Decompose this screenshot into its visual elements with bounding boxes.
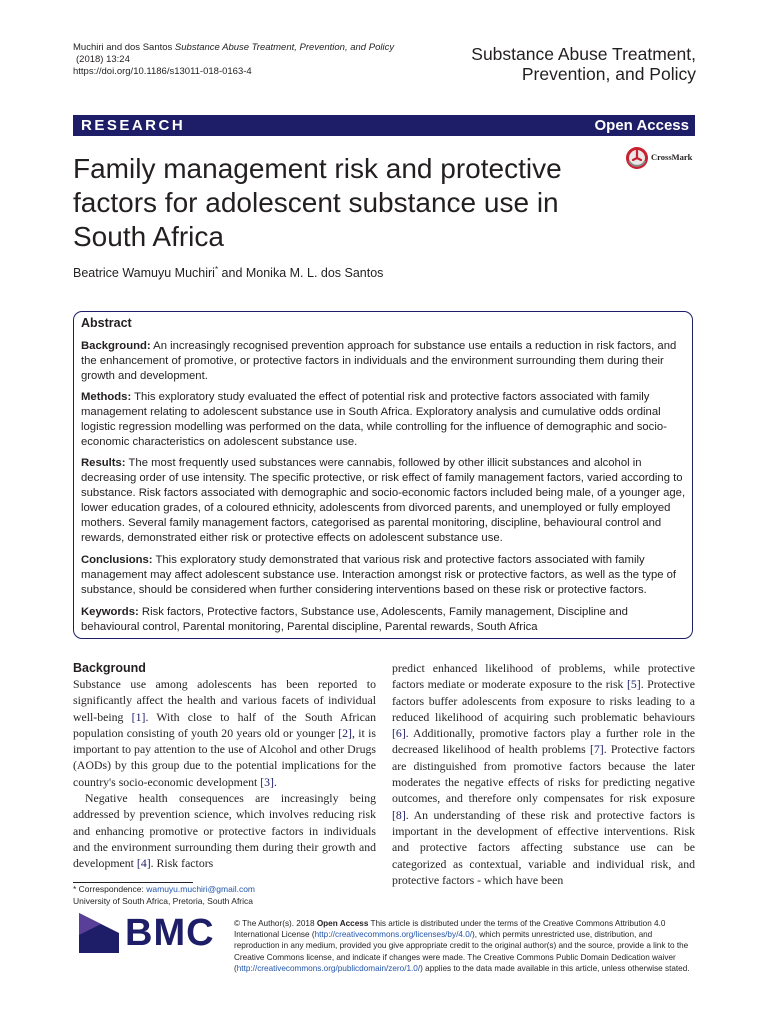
citation-year-volume: (2018) 13:24 bbox=[76, 54, 130, 65]
bmc-logo-text: BMC bbox=[125, 912, 215, 954]
license-text: This article is distributed under the terms of the Creative Commons Attribution 4.0 International License ( bbox=[234, 919, 666, 940]
body-text: . Protective factors are distinguished from promotive factors because the later moderates the negative effects of risks for predicting negative outcomes, and therefore only compensates for risk exposure bbox=[392, 742, 695, 806]
abstract-results-label: Results: bbox=[81, 457, 126, 469]
body-text: Negative health consequences are increasingly being addressed by prevention science, which involves reducing risk and enhancing promotive or protective factors in individuals and the environment surrounding them during their growth and development bbox=[73, 791, 376, 871]
license-text: ) applies to the data made available in this article, unless otherwise stated. bbox=[420, 963, 690, 973]
body-column-left bbox=[73, 676, 376, 872]
body-paragraph-3 bbox=[392, 660, 695, 888]
bmc-logo bbox=[79, 913, 219, 955]
author-list bbox=[73, 265, 383, 280]
license-link-cc-by[interactable]: http://creativecommons.org/licenses/by/4.0/ bbox=[314, 930, 473, 940]
article-type-banner bbox=[73, 115, 695, 136]
correspondence-label: * Correspondence: bbox=[73, 884, 147, 894]
body-text: . Additionally, promotive factors play a further role in the decreased likelihood of health problems bbox=[392, 726, 695, 757]
abstract-methods bbox=[81, 390, 687, 450]
correspondence-note bbox=[73, 884, 255, 895]
article-title: Family management risk and protective factors for adolescent substance use in South Africa bbox=[73, 153, 562, 252]
body-column-right bbox=[392, 660, 695, 888]
crossmark-icon bbox=[625, 146, 649, 170]
reference-link-4[interactable]: [4] bbox=[136, 856, 151, 871]
citation-block bbox=[73, 42, 394, 78]
license-link-cc0[interactable]: http://creativecommons.org/publicdomain/zero/1.0/ bbox=[236, 963, 421, 973]
license-open-access: Open Access bbox=[316, 919, 369, 928]
body-text: . Protective factors buffer adolescents from exposure to risks leading to a reduced likelihood of acquiring such problematic behaviours bbox=[392, 677, 695, 724]
body-text: . Risk factors bbox=[150, 856, 214, 871]
license-statement bbox=[234, 918, 694, 974]
journal-name bbox=[471, 44, 696, 84]
citation-authors: Muchiri and dos Santos bbox=[73, 42, 173, 53]
body-paragraph-2 bbox=[73, 790, 376, 871]
journal-name-line-1: Substance Abuse Treatment, bbox=[471, 44, 696, 64]
abstract-background-label: Background: bbox=[81, 340, 151, 352]
abstract-heading: Abstract bbox=[81, 316, 132, 330]
section-heading-background: Background bbox=[73, 661, 146, 675]
crossmark-badge[interactable] bbox=[625, 146, 705, 172]
author-affiliation: University of South Africa, Pretoria, South Africa bbox=[73, 896, 253, 906]
abstract-keywords bbox=[81, 605, 687, 635]
body-text: , it is important to pay attention to the use of Alcohol and other Drugs (AODs) by this group due to the potential implications for the country's socio-economic development bbox=[73, 725, 376, 789]
open-access-label: Open Access bbox=[594, 117, 689, 134]
citation-journal: Substance Abuse Treatment, Prevention, and Policy bbox=[174, 42, 395, 53]
crossmark-label: CrossMark bbox=[651, 152, 693, 162]
body-text: Substance use among adolescents has been reported to significantly affect the health and various facets of individual well-being bbox=[73, 677, 376, 724]
citation-doi[interactable]: https://doi.org/10.1186/s13011-018-0163-4 bbox=[73, 66, 252, 77]
reference-link-5[interactable]: [5] bbox=[626, 677, 641, 692]
abstract-conclusions-text: This exploratory study demonstrated that various risk and protective factors associated with family management may affect adolescent substance use. Interaction amongst risk or protective factors, as well as the type of substance, should be considered when further considering interventions based on these risk or protective factors. bbox=[81, 554, 677, 596]
abstract-background-text: An increasingly recognised prevention approach for substance use entails a reduction in risk factors, and the enhancement of promotive, or protective factors in individuals and the environment surrounding them during their growth and development. bbox=[81, 340, 677, 382]
reference-link-6[interactable]: [6] bbox=[392, 726, 406, 741]
reference-link-2[interactable]: [2] bbox=[338, 725, 352, 740]
abstract-keywords-label: Keywords: bbox=[81, 606, 139, 618]
corresponding-marker: * bbox=[214, 265, 219, 274]
abstract-methods-label: Methods: bbox=[81, 391, 132, 403]
license-text: © The Author(s). 2018 bbox=[234, 919, 317, 928]
abstract-methods-text: This exploratory study evaluated the effect of potential risk and protective factors associated with family management relating to adolescent substance use in South Africa. Exploratory analysis and cumulative odds ordinal logistic regression modelling was performed on the data, while controlling for the influence of demographic and socio-economic characteristics on adolescent substance use. bbox=[81, 391, 667, 448]
correspondence-email[interactable]: wamuyu.muchiri@gmail.com bbox=[146, 884, 256, 894]
abstract-keywords-text: Risk factors, Protective factors, Substance use, Adolescents, Family management, Discipline and behavioural control, Parental monitoring, Parental discipline, Parental rewards, South Africa bbox=[81, 606, 628, 633]
bmc-logo-mark-icon bbox=[79, 913, 119, 953]
reference-link-1[interactable]: [1] bbox=[131, 709, 146, 724]
author-first: Beatrice Wamuyu Muchiri bbox=[73, 266, 215, 281]
citation-line-1 bbox=[73, 42, 394, 54]
reference-link-3[interactable]: [3] bbox=[260, 774, 274, 789]
abstract-conclusions bbox=[81, 553, 687, 598]
body-text: . With close to half of the South African population consisting of youth 20 years old or younger bbox=[73, 709, 376, 740]
body-paragraph-1 bbox=[73, 676, 376, 790]
body-text: . An understanding of these risk and protective factors is important in the development of effective interventions. Risk and protective factors affecting substance use can be categorized as contextual, variable and individual risk, and protective factors - which have been bbox=[392, 807, 695, 887]
author-rest: and Monika M. L. dos Santos bbox=[218, 266, 384, 281]
reference-link-7[interactable]: [7] bbox=[589, 742, 604, 757]
license-text: ), which permits unrestricted use, distribution, and reproduction in any medium, provided you give appropriate credit to the original author(s) and the source, provide a link to the Creative Commons license, and indicate if changes were made. The Creative Commons Public Domain Dedication waiver ( bbox=[234, 930, 689, 973]
abstract-results-text: The most frequently used substances were cannabis, followed by other illicit substances and alcohol in decreasing order of use intensity. The specific protective, or risk effect of family management factors, varied according to substance. Risk factors associated with demographic and socio-economic factors included being male, of a younger age, lower education grades, of a coloured ethnicity, adolescents from divorced parents, and unemployed or fully employed mothers. Several family management factors, categorised as parental monitoring, discipline, behavioural control and rewards, demonstrated either risk or protective effects on adolescent substance use. bbox=[81, 457, 686, 544]
body-text: predict enhanced likelihood of problems, while protective factors mediate or moderate exposure to the risk bbox=[392, 661, 695, 692]
footnote-divider bbox=[73, 882, 193, 883]
reference-link-8[interactable]: [8] bbox=[392, 807, 406, 822]
journal-name-line-2: Prevention, and Policy bbox=[521, 64, 696, 84]
abstract-results bbox=[81, 456, 687, 546]
body-text: . bbox=[273, 774, 277, 789]
abstract-conclusions-label: Conclusions: bbox=[81, 554, 153, 566]
article-type-label: RESEARCH bbox=[81, 117, 186, 134]
abstract-background bbox=[81, 339, 687, 384]
